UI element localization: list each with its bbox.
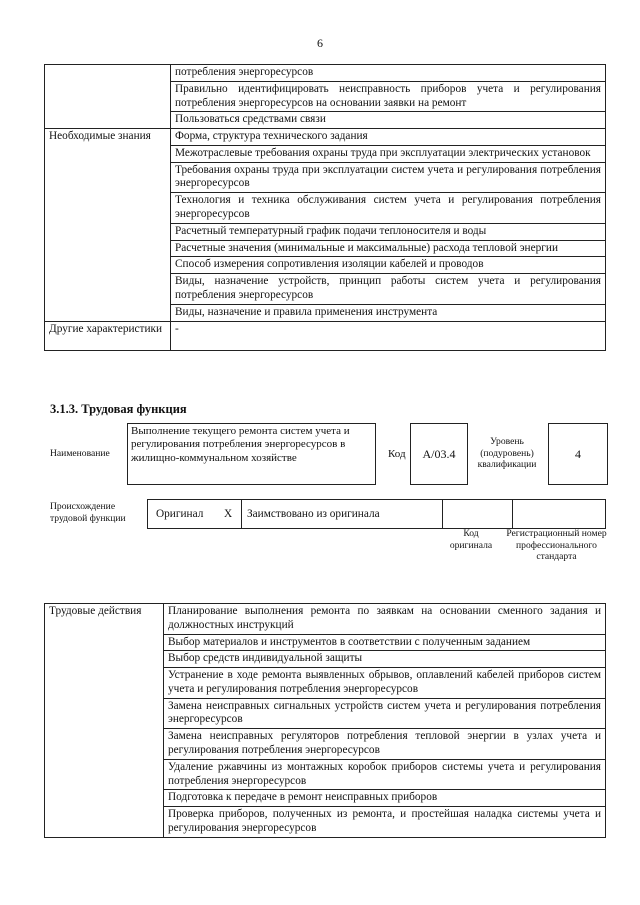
actions-label: Трудовые действия [45, 604, 164, 838]
table-cell: Пользоваться средствами связи [171, 112, 606, 129]
origin-borrowed: Заимствовано из оригинала [247, 508, 380, 520]
table-cell: Правильно идентифицировать неисправность приборов учета и регулирования потребления энергоресурсов на основании заявки на ремонт [171, 81, 606, 112]
divider [512, 500, 513, 528]
table-cell: Форма, структура технического задания [171, 129, 606, 146]
function-name-box [127, 423, 376, 485]
table-cell: Подготовка к передаче в ремонт неисправных приборов [164, 790, 606, 807]
table-cell: Межотраслевые требования охраны труда при эксплуатации электрических установок [171, 145, 606, 162]
code-caption: Код оригинала [449, 528, 493, 551]
table-cell: Технология и техника обслуживания систем учета и регулирования потребления энергоресурсов [171, 193, 606, 224]
table-cell: Расчетные значения (минимальные и максимальные) расхода тепловой энергии [171, 240, 606, 257]
code-label: Код [388, 448, 406, 460]
table-cell: Выбор средств индивидуальной защиты [164, 651, 606, 668]
table-cell: Удаление ржавчины из монтажных коробок приборов системы учета и регулирования потребления энергоресурсов [164, 759, 606, 790]
skills-table [44, 64, 606, 351]
table-cell: Планирование выполнения ремонта по заявкам на основании сменного задания и должностных инструкций [164, 604, 606, 635]
actions-table [44, 603, 606, 838]
function-name: Выполнение текущего ремонта систем учета и регулирования потребления энергоресурсов в жилищно-коммунальном хозяйстве [131, 425, 350, 464]
origin-original-cell [148, 500, 242, 528]
table-cell: - [171, 321, 606, 350]
table-cell: Требования охраны труда при эксплуатации систем учета и регулирования потребления энергоресурсов [171, 162, 606, 193]
row-label-knowledge: Необходимые знания [45, 129, 171, 321]
origin-label: Происхождение трудовой функции [50, 501, 126, 524]
page-number: 6 [317, 36, 323, 50]
divider [442, 500, 443, 528]
row-label-other: Другие характеристики [45, 321, 171, 350]
table-cell: Замена неисправных сигнальных устройств систем учета и регулирования потребления энергоресурсов [164, 698, 606, 729]
table-cell: Виды, назначение устройств, принцип работы систем учета и регулирования потребления энергоресурсов [171, 274, 606, 305]
row-label [45, 65, 171, 129]
table-cell: Замена неисправных регуляторов потребления тепловой энергии в узлах учета и регулирования потребления энергоресурсов [164, 729, 606, 760]
level-value: 4 [548, 423, 608, 485]
table-cell: Расчетный температурный график подачи теплоносителя и воды [171, 223, 606, 240]
origin-row [147, 499, 606, 529]
origin-original: Оригинал [156, 508, 204, 520]
code-value: А/03.4 [410, 423, 468, 485]
table-cell: Устранение в ходе ремонта выявленных обрывов, оплавлений кабелей приборов систем учета и регулирования потребления энергоресурсов [164, 668, 606, 699]
origin-mark: X [224, 508, 233, 520]
table-cell: Виды, назначение и правила применения инструмента [171, 304, 606, 321]
level-label: Уровень (подуровень) квалификации [477, 436, 537, 470]
name-label: Наименование [50, 448, 110, 459]
reg-caption: Регистрационный номер профессионального стандарта [506, 528, 607, 562]
table-cell: Проверка приборов, полученных из ремонта, и простейшая наладка системы учета и регулирования энергоресурсов [164, 807, 606, 838]
table-cell: потребления энергоресурсов [171, 65, 606, 82]
section-title: 3.1.3. Трудовая функция [50, 402, 187, 416]
table-cell: Выбор материалов и инструментов в соответствии с полученным заданием [164, 634, 606, 651]
table-cell: Способ измерения сопротивления изоляции кабелей и проводов [171, 257, 606, 274]
